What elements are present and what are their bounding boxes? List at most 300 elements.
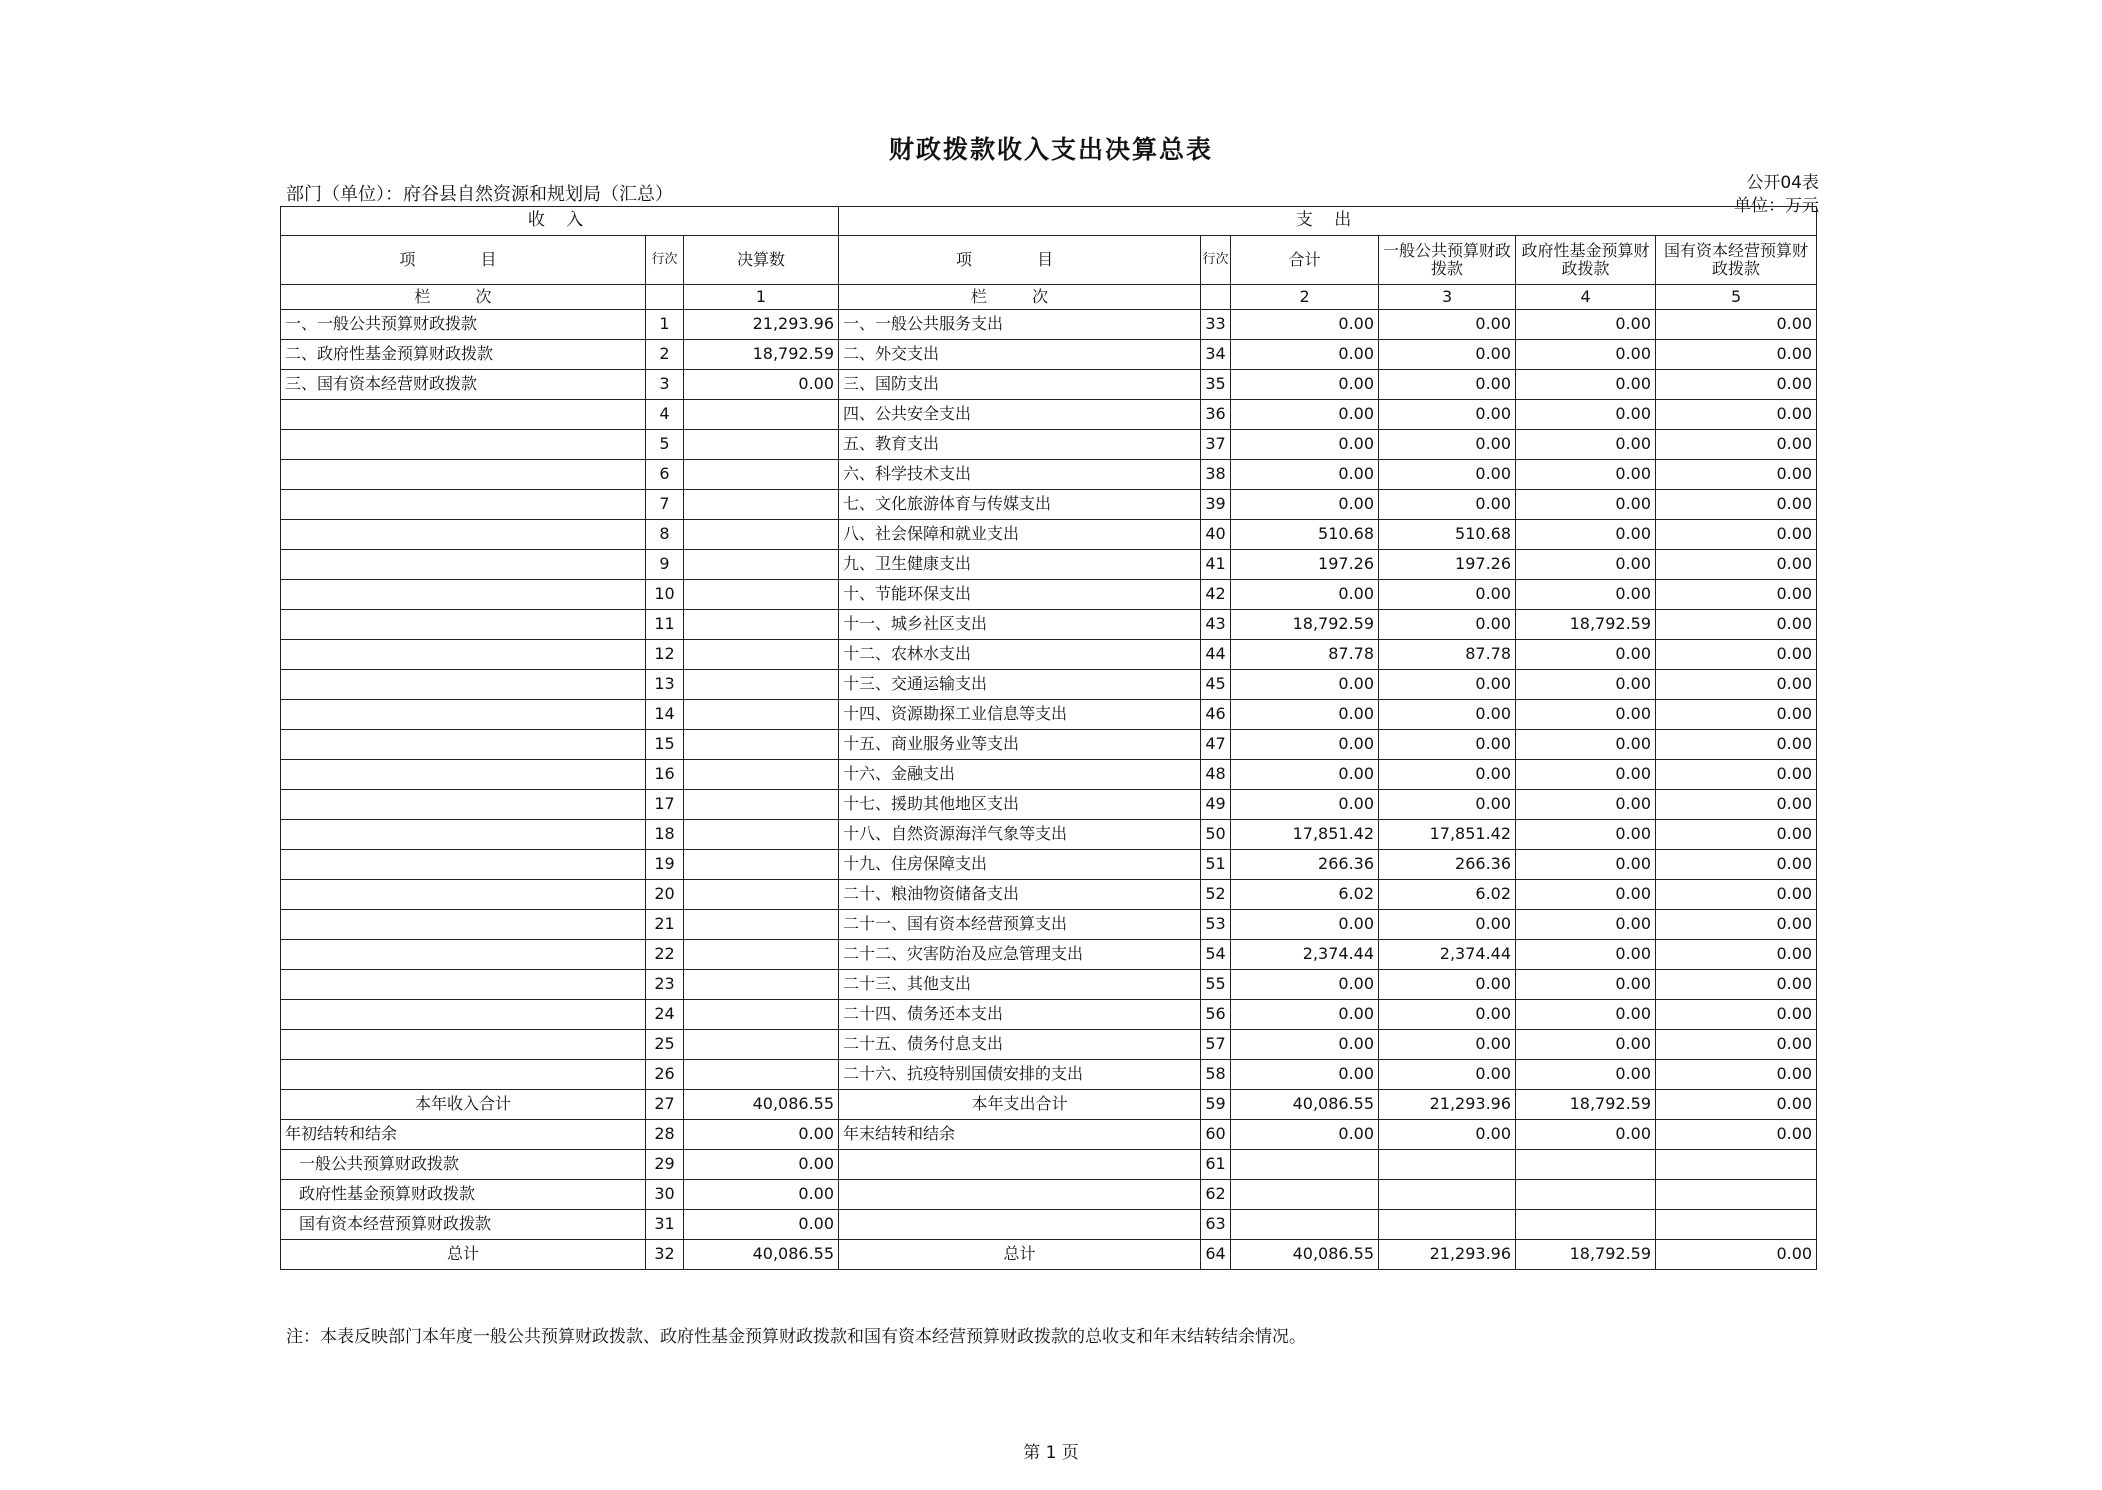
state-capital-amount: 0.00 xyxy=(1656,400,1817,430)
total-amount: 510.68 xyxy=(1231,520,1379,550)
income-line: 19 xyxy=(646,850,684,880)
income-item xyxy=(281,760,646,790)
table-row xyxy=(281,760,1817,790)
expense-item: 二十二、灾害防治及应急管理支出 xyxy=(839,940,1201,970)
page-number: 第 1 页 xyxy=(1023,1443,1079,1463)
expense-line: 54 xyxy=(1201,940,1231,970)
total-amount xyxy=(1231,1210,1379,1240)
total-amount: 197.26 xyxy=(1231,550,1379,580)
income-line: 32 xyxy=(646,1240,684,1270)
general-budget-amount: 0.00 xyxy=(1379,490,1516,520)
total-amount: 0.00 xyxy=(1231,400,1379,430)
income-line: 2 xyxy=(646,340,684,370)
total-amount: 0.00 xyxy=(1231,790,1379,820)
income-line: 12 xyxy=(646,640,684,670)
income-item xyxy=(281,430,646,460)
expense-line: 61 xyxy=(1201,1150,1231,1180)
expense-item: 三、国防支出 xyxy=(839,370,1201,400)
lan-c5: 5 xyxy=(1656,285,1817,310)
expense-line: 56 xyxy=(1201,1000,1231,1030)
table-row xyxy=(281,880,1817,910)
col-income-amount: 决算数 xyxy=(684,236,839,285)
general-budget-amount: 0.00 xyxy=(1379,370,1516,400)
income-item: 年初结转和结余 xyxy=(281,1120,646,1150)
income-item xyxy=(281,910,646,940)
income-item xyxy=(281,490,646,520)
state-capital-amount: 0.00 xyxy=(1656,430,1817,460)
total-amount: 40,086.55 xyxy=(1231,1090,1379,1120)
state-capital-amount: 0.00 xyxy=(1656,1060,1817,1090)
income-line: 22 xyxy=(646,940,684,970)
income-item: 一般公共预算财政拨款 xyxy=(281,1150,646,1180)
fund-budget-amount: 0.00 xyxy=(1516,460,1656,490)
state-capital-amount: 0.00 xyxy=(1656,550,1817,580)
expense-item: 二十五、债务付息支出 xyxy=(839,1030,1201,1060)
state-capital-amount: 0.00 xyxy=(1656,910,1817,940)
expense-item xyxy=(839,1150,1201,1180)
income-item xyxy=(281,670,646,700)
fund-budget-amount: 0.00 xyxy=(1516,550,1656,580)
income-line: 30 xyxy=(646,1180,684,1210)
income-item xyxy=(281,400,646,430)
lan-c2: 2 xyxy=(1231,285,1379,310)
general-budget-amount: 21,293.96 xyxy=(1379,1090,1516,1120)
state-capital-amount xyxy=(1656,1210,1817,1240)
income-item xyxy=(281,520,646,550)
general-budget-amount: 0.00 xyxy=(1379,460,1516,490)
general-budget-amount: 0.00 xyxy=(1379,1030,1516,1060)
general-budget-amount: 0.00 xyxy=(1379,970,1516,1000)
expense-item: 十二、农林水支出 xyxy=(839,640,1201,670)
column-header-row xyxy=(281,236,1817,285)
total-amount: 2,374.44 xyxy=(1231,940,1379,970)
fund-budget-amount: 0.00 xyxy=(1516,880,1656,910)
income-line: 11 xyxy=(646,610,684,640)
total-amount: 0.00 xyxy=(1231,460,1379,490)
income-item xyxy=(281,790,646,820)
general-budget-amount: 510.68 xyxy=(1379,520,1516,550)
income-amount: 21,293.96 xyxy=(684,310,839,340)
total-amount: 266.36 xyxy=(1231,850,1379,880)
general-budget-amount: 0.00 xyxy=(1379,910,1516,940)
general-budget-amount: 17,851.42 xyxy=(1379,820,1516,850)
income-line: 29 xyxy=(646,1150,684,1180)
expense-line: 34 xyxy=(1201,340,1231,370)
fund-budget-amount: 0.00 xyxy=(1516,370,1656,400)
state-capital-amount: 0.00 xyxy=(1656,1030,1817,1060)
total-amount: 0.00 xyxy=(1231,1120,1379,1150)
income-item xyxy=(281,940,646,970)
fund-budget-amount: 0.00 xyxy=(1516,790,1656,820)
income-amount xyxy=(684,790,839,820)
income-amount xyxy=(684,400,839,430)
fund-budget-amount: 0.00 xyxy=(1516,940,1656,970)
income-item: 一、一般公共预算财政拨款 xyxy=(281,310,646,340)
expense-line: 45 xyxy=(1201,670,1231,700)
col-fund-budget: 政府性基金预算财政拨款 xyxy=(1516,236,1656,285)
table-row xyxy=(281,1240,1817,1270)
general-budget-amount xyxy=(1379,1150,1516,1180)
fund-budget-amount xyxy=(1516,1150,1656,1180)
fund-budget-amount: 0.00 xyxy=(1516,820,1656,850)
income-line: 18 xyxy=(646,820,684,850)
income-item xyxy=(281,730,646,760)
income-item xyxy=(281,550,646,580)
fund-budget-amount: 18,792.59 xyxy=(1516,610,1656,640)
section-header-row xyxy=(281,207,1817,236)
expense-item: 二十、粮油物资储备支出 xyxy=(839,880,1201,910)
total-amount: 18,792.59 xyxy=(1231,610,1379,640)
general-budget-amount: 0.00 xyxy=(1379,1000,1516,1030)
income-item xyxy=(281,850,646,880)
income-line: 21 xyxy=(646,910,684,940)
expense-line: 49 xyxy=(1201,790,1231,820)
income-amount xyxy=(684,580,839,610)
income-amount xyxy=(684,550,839,580)
expense-item: 四、公共安全支出 xyxy=(839,400,1201,430)
expense-item: 二十四、债务还本支出 xyxy=(839,1000,1201,1030)
income-line: 3 xyxy=(646,370,684,400)
general-budget-amount: 0.00 xyxy=(1379,340,1516,370)
general-budget-amount: 2,374.44 xyxy=(1379,940,1516,970)
fund-budget-amount: 0.00 xyxy=(1516,1000,1656,1030)
income-item xyxy=(281,1060,646,1090)
total-amount: 0.00 xyxy=(1231,1060,1379,1090)
lan-blank-2 xyxy=(1201,285,1231,310)
total-amount xyxy=(1231,1150,1379,1180)
income-amount xyxy=(684,430,839,460)
income-amount: 40,086.55 xyxy=(684,1090,839,1120)
income-item xyxy=(281,640,646,670)
table-row xyxy=(281,1120,1817,1150)
lan-c3: 3 xyxy=(1379,285,1516,310)
col-income-item: 项 目 xyxy=(281,236,646,285)
income-amount xyxy=(684,520,839,550)
table-row xyxy=(281,970,1817,1000)
fund-budget-amount: 18,792.59 xyxy=(1516,1240,1656,1270)
expense-line: 60 xyxy=(1201,1120,1231,1150)
income-amount: 40,086.55 xyxy=(684,1240,839,1270)
fund-budget-amount xyxy=(1516,1180,1656,1210)
income-amount xyxy=(684,640,839,670)
state-capital-amount: 0.00 xyxy=(1656,340,1817,370)
income-amount xyxy=(684,820,839,850)
expense-line: 51 xyxy=(1201,850,1231,880)
income-amount: 0.00 xyxy=(684,370,839,400)
state-capital-amount xyxy=(1656,1180,1817,1210)
expense-item: 二、外交支出 xyxy=(839,340,1201,370)
total-amount: 0.00 xyxy=(1231,760,1379,790)
income-amount: 18,792.59 xyxy=(684,340,839,370)
total-amount: 0.00 xyxy=(1231,1000,1379,1030)
expense-line: 57 xyxy=(1201,1030,1231,1060)
state-capital-amount: 0.00 xyxy=(1656,670,1817,700)
expense-item: 五、教育支出 xyxy=(839,430,1201,460)
table-row xyxy=(281,580,1817,610)
expense-item: 十三、交通运输支出 xyxy=(839,670,1201,700)
total-amount: 0.00 xyxy=(1231,1030,1379,1060)
income-line: 31 xyxy=(646,1210,684,1240)
expense-line: 38 xyxy=(1201,460,1231,490)
col-general-budget: 一般公共预算财政拨款 xyxy=(1379,236,1516,285)
expense-line: 50 xyxy=(1201,820,1231,850)
income-amount: 0.00 xyxy=(684,1120,839,1150)
expense-item xyxy=(839,1210,1201,1240)
table-row xyxy=(281,340,1817,370)
income-item xyxy=(281,880,646,910)
table-row xyxy=(281,1180,1817,1210)
fund-budget-amount: 0.00 xyxy=(1516,850,1656,880)
total-amount: 0.00 xyxy=(1231,310,1379,340)
general-budget-amount: 0.00 xyxy=(1379,1060,1516,1090)
table-row xyxy=(281,790,1817,820)
income-line: 26 xyxy=(646,1060,684,1090)
unit-label: 单位：万元 xyxy=(1734,196,1819,216)
fund-budget-amount: 0.00 xyxy=(1516,700,1656,730)
col-expense-line: 行次 xyxy=(1201,236,1231,285)
table-row xyxy=(281,910,1817,940)
expense-line: 53 xyxy=(1201,910,1231,940)
col-income-line: 行次 xyxy=(646,236,684,285)
state-capital-amount: 0.00 xyxy=(1656,490,1817,520)
general-budget-amount: 0.00 xyxy=(1379,1120,1516,1150)
department-label: 部门（单位）：府谷县自然资源和规划局（汇总） xyxy=(286,184,673,205)
expense-section-header: 支 出 xyxy=(839,207,1817,236)
table-row xyxy=(281,1090,1817,1120)
total-amount: 6.02 xyxy=(1231,880,1379,910)
income-line: 17 xyxy=(646,790,684,820)
fund-budget-amount: 0.00 xyxy=(1516,730,1656,760)
income-line: 13 xyxy=(646,670,684,700)
table-row xyxy=(281,670,1817,700)
income-item: 三、国有资本经营财政拨款 xyxy=(281,370,646,400)
income-line: 27 xyxy=(646,1090,684,1120)
income-item xyxy=(281,1000,646,1030)
state-capital-amount: 0.00 xyxy=(1656,370,1817,400)
table-row xyxy=(281,1000,1817,1030)
table-row xyxy=(281,1210,1817,1240)
state-capital-amount: 0.00 xyxy=(1656,940,1817,970)
expense-item: 二十三、其他支出 xyxy=(839,970,1201,1000)
form-code: 公开04表 xyxy=(1746,173,1819,193)
general-budget-amount: 0.00 xyxy=(1379,670,1516,700)
income-line: 24 xyxy=(646,1000,684,1030)
col-expense-item: 项 目 xyxy=(839,236,1201,285)
expense-item: 十五、商业服务业等支出 xyxy=(839,730,1201,760)
income-amount xyxy=(684,910,839,940)
page-title: 财政拨款收入支出决算总表 xyxy=(888,135,1213,164)
table-row xyxy=(281,430,1817,460)
general-budget-amount: 0.00 xyxy=(1379,610,1516,640)
income-amount: 0.00 xyxy=(684,1180,839,1210)
expense-line: 36 xyxy=(1201,400,1231,430)
income-line: 9 xyxy=(646,550,684,580)
expense-line: 41 xyxy=(1201,550,1231,580)
fund-budget-amount: 0.00 xyxy=(1516,490,1656,520)
expense-line: 44 xyxy=(1201,640,1231,670)
income-item xyxy=(281,610,646,640)
state-capital-amount: 0.00 xyxy=(1656,580,1817,610)
income-item xyxy=(281,1030,646,1060)
expense-line: 42 xyxy=(1201,580,1231,610)
income-item: 总计 xyxy=(281,1240,646,1270)
income-item xyxy=(281,460,646,490)
fund-budget-amount: 0.00 xyxy=(1516,1030,1656,1060)
income-amount: 0.00 xyxy=(684,1150,839,1180)
column-index-row xyxy=(281,285,1817,310)
income-line: 28 xyxy=(646,1120,684,1150)
general-budget-amount xyxy=(1379,1180,1516,1210)
total-amount: 0.00 xyxy=(1231,430,1379,460)
table-row xyxy=(281,550,1817,580)
table-row xyxy=(281,370,1817,400)
state-capital-amount: 0.00 xyxy=(1656,820,1817,850)
table-row xyxy=(281,1150,1817,1180)
state-capital-amount: 0.00 xyxy=(1656,310,1817,340)
income-line: 23 xyxy=(646,970,684,1000)
expense-item xyxy=(839,1180,1201,1210)
income-amount xyxy=(684,970,839,1000)
expense-item: 九、卫生健康支出 xyxy=(839,550,1201,580)
table-row xyxy=(281,460,1817,490)
income-amount xyxy=(684,880,839,910)
income-amount xyxy=(684,730,839,760)
total-amount: 0.00 xyxy=(1231,580,1379,610)
state-capital-amount: 0.00 xyxy=(1656,850,1817,880)
expense-line: 62 xyxy=(1201,1180,1231,1210)
general-budget-amount: 6.02 xyxy=(1379,880,1516,910)
income-item: 二、政府性基金预算财政拨款 xyxy=(281,340,646,370)
lan-label-income: 栏 次 xyxy=(281,285,646,310)
fund-budget-amount: 0.00 xyxy=(1516,670,1656,700)
state-capital-amount: 0.00 xyxy=(1656,880,1817,910)
general-budget-amount: 266.36 xyxy=(1379,850,1516,880)
income-item: 本年收入合计 xyxy=(281,1090,646,1120)
table-row xyxy=(281,1030,1817,1060)
general-budget-amount: 0.00 xyxy=(1379,580,1516,610)
income-item: 政府性基金预算财政拨款 xyxy=(281,1180,646,1210)
table-row xyxy=(281,490,1817,520)
total-amount: 87.78 xyxy=(1231,640,1379,670)
state-capital-amount: 0.00 xyxy=(1656,1090,1817,1120)
expense-line: 37 xyxy=(1201,430,1231,460)
state-capital-amount: 0.00 xyxy=(1656,460,1817,490)
state-capital-amount: 0.00 xyxy=(1656,700,1817,730)
general-budget-amount: 0.00 xyxy=(1379,310,1516,340)
general-budget-amount: 0.00 xyxy=(1379,730,1516,760)
income-item xyxy=(281,580,646,610)
total-amount: 0.00 xyxy=(1231,670,1379,700)
lan-label-expense: 栏 次 xyxy=(839,285,1201,310)
expense-item: 十、节能环保支出 xyxy=(839,580,1201,610)
expense-item: 十四、资源勘探工业信息等支出 xyxy=(839,700,1201,730)
table-row xyxy=(281,400,1817,430)
income-section-header: 收 入 xyxy=(281,207,839,236)
fund-budget-amount: 0.00 xyxy=(1516,1060,1656,1090)
income-amount xyxy=(684,490,839,520)
expense-line: 46 xyxy=(1201,700,1231,730)
expense-line: 48 xyxy=(1201,760,1231,790)
income-line: 4 xyxy=(646,400,684,430)
fund-budget-amount: 0.00 xyxy=(1516,640,1656,670)
total-amount xyxy=(1231,1180,1379,1210)
general-budget-amount: 87.78 xyxy=(1379,640,1516,670)
fund-budget-amount xyxy=(1516,1210,1656,1240)
income-item xyxy=(281,970,646,1000)
income-amount xyxy=(684,700,839,730)
state-capital-amount: 0.00 xyxy=(1656,1240,1817,1270)
state-capital-amount: 0.00 xyxy=(1656,790,1817,820)
total-amount: 17,851.42 xyxy=(1231,820,1379,850)
state-capital-amount: 0.00 xyxy=(1656,1000,1817,1030)
general-budget-amount: 0.00 xyxy=(1379,430,1516,460)
expense-item: 十一、城乡社区支出 xyxy=(839,610,1201,640)
income-line: 8 xyxy=(646,520,684,550)
state-capital-amount: 0.00 xyxy=(1656,760,1817,790)
general-budget-amount: 21,293.96 xyxy=(1379,1240,1516,1270)
expense-line: 63 xyxy=(1201,1210,1231,1240)
general-budget-amount: 197.26 xyxy=(1379,550,1516,580)
income-line: 14 xyxy=(646,700,684,730)
expense-item: 八、社会保障和就业支出 xyxy=(839,520,1201,550)
total-amount: 0.00 xyxy=(1231,490,1379,520)
general-budget-amount: 0.00 xyxy=(1379,700,1516,730)
table-row xyxy=(281,640,1817,670)
expense-line: 64 xyxy=(1201,1240,1231,1270)
fund-budget-amount: 0.00 xyxy=(1516,310,1656,340)
fund-budget-amount: 0.00 xyxy=(1516,400,1656,430)
expense-item: 本年支出合计 xyxy=(839,1090,1201,1120)
total-amount: 0.00 xyxy=(1231,700,1379,730)
expense-item: 一、一般公共服务支出 xyxy=(839,310,1201,340)
expense-line: 35 xyxy=(1201,370,1231,400)
table-row xyxy=(281,1060,1817,1090)
expense-item: 十六、金融支出 xyxy=(839,760,1201,790)
income-amount xyxy=(684,1000,839,1030)
footnote: 注：本表反映部门本年度一般公共预算财政拨款、政府性基金预算财政拨款和国有资本经营预算财政拨款的总收支和年末结转结余情况。 xyxy=(286,1327,1306,1347)
general-budget-amount: 0.00 xyxy=(1379,400,1516,430)
income-amount xyxy=(684,460,839,490)
income-amount xyxy=(684,940,839,970)
table-row xyxy=(281,610,1817,640)
fund-budget-amount: 0.00 xyxy=(1516,430,1656,460)
fund-budget-amount: 0.00 xyxy=(1516,910,1656,940)
expense-line: 40 xyxy=(1201,520,1231,550)
expense-line: 58 xyxy=(1201,1060,1231,1090)
income-line: 25 xyxy=(646,1030,684,1060)
income-amount: 0.00 xyxy=(684,1210,839,1240)
income-amount xyxy=(684,850,839,880)
expense-item: 二十六、抗疫特别国债安排的支出 xyxy=(839,1060,1201,1090)
income-line: 5 xyxy=(646,430,684,460)
income-item: 国有资本经营预算财政拨款 xyxy=(281,1210,646,1240)
expense-item: 十七、援助其他地区支出 xyxy=(839,790,1201,820)
lan-c4: 4 xyxy=(1516,285,1656,310)
fund-budget-amount: 18,792.59 xyxy=(1516,1090,1656,1120)
total-amount: 0.00 xyxy=(1231,910,1379,940)
col-state-capital: 国有资本经营预算财政拨款 xyxy=(1656,236,1817,285)
table-row xyxy=(281,310,1817,340)
income-line: 10 xyxy=(646,580,684,610)
expense-line: 43 xyxy=(1201,610,1231,640)
income-amount xyxy=(684,610,839,640)
expense-line: 55 xyxy=(1201,970,1231,1000)
lan-blank xyxy=(646,285,684,310)
income-item xyxy=(281,820,646,850)
table-row xyxy=(281,940,1817,970)
income-amount xyxy=(684,1060,839,1090)
state-capital-amount: 0.00 xyxy=(1656,1120,1817,1150)
